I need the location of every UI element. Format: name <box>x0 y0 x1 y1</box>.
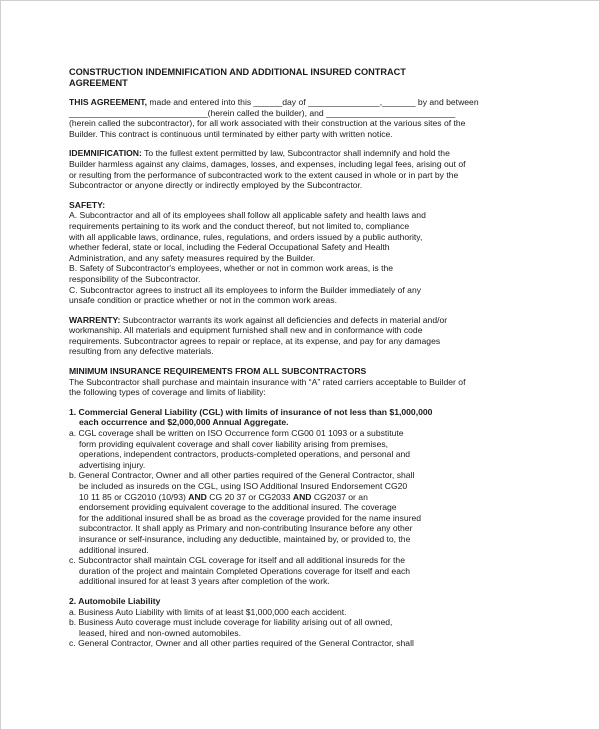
indemnification-lead: IDEMNIFICATION: <box>69 148 142 159</box>
min-insurance-line: The Subcontractor shall purchase and maintain insurance with “A” rated carriers acceptable to Builder of <box>69 376 466 387</box>
safety-line: Administration, and any safety measures required by the Builder. <box>69 252 316 263</box>
indemnification-line: Subcontractor or anyone directly or indirectly employed by the Subcontractor. <box>69 180 363 191</box>
warranty-line <box>69 315 539 326</box>
cgl-line: be included as insureds on the CGL, using ISO Additional Insured Endorsement CG20 <box>79 481 408 491</box>
indemnification-line <box>69 148 539 159</box>
auto-line: a. Business Auto Liability with limits of at least $1,000,000 each accident. <box>69 606 347 617</box>
warranty-line: workmanship. All materials and equipment furnished shall new and in conformance with code <box>69 325 423 336</box>
warranty-lead: WARRENTY: <box>69 314 121 325</box>
auto-line: b. Business Auto coverage must include coverage for liability arising out of all owned, <box>69 617 393 628</box>
min-insurance-line: the following types of coverage and limits of liability: <box>69 387 266 398</box>
auto-line: c. General Contractor, Owner and all other parties required of the General Contractor, shall <box>69 638 414 649</box>
document-body <box>69 67 539 658</box>
cgl-endorsement-line <box>69 492 539 503</box>
safety-line: unsafe condition or practice whether or not in the common work areas. <box>69 295 337 306</box>
cgl-line: c. Subcontractor shall maintain CGL coverage for itself and all additional insureds for the <box>69 555 405 566</box>
warranty-line: requirements. Subcontractor agrees to repair or replace, at its expense, and pay for any damages <box>69 335 441 346</box>
agreement-section <box>69 97 539 139</box>
safety-line: requirements pertaining to its work and the conduct thereof, but not limited to, compliance <box>69 220 410 231</box>
cgl-line: for the additional insured shall be as broad as the coverage provided for the name insured <box>79 512 422 523</box>
cgl-line: insurance or self-insurance, including any deductible, maintained by, or provided to, the <box>79 533 411 544</box>
document-title <box>69 67 449 89</box>
cgl-line: additional insured. <box>79 544 149 555</box>
auto-line: leased, hired and non-owned automobiles. <box>79 627 241 638</box>
cgl-line: operations, independent contractors, products-completed operations, and personal and <box>79 449 411 460</box>
warranty-line1-text: Subcontractor warrants its work against all deficiencies and defects in material and/or <box>120 314 448 325</box>
cgl-line: advertising injury. <box>79 459 146 470</box>
safety-section <box>69 200 539 306</box>
cgl-line: duration of the project and maintain Completed Operations coverage for itself and each <box>79 565 411 576</box>
safety-line: A. Subcontractor and all of its employees shall follow all applicable safety and health laws and <box>69 210 426 221</box>
auto-heading: 2. Automobile Liability <box>69 595 161 606</box>
safety-line: B. Safety of Subcontractor's employees, whether or not in common work areas, is the <box>69 263 394 274</box>
agreement-line: (herein called the subcontractor), for all work associated with their construction at the various sites of the <box>69 118 466 129</box>
safety-line: with all applicable laws, ordinance, rules, regulations, and orders issued by a public authority, <box>69 231 423 242</box>
indemnification-line: or resulting from the performance of subcontracted work to the extent caused in whole or in part by the <box>69 169 459 180</box>
min-insurance-heading: MINIMUM INSURANCE REQUIREMENTS FROM ALL SUBCONTRACTORS <box>69 366 367 377</box>
min-insurance-section <box>69 366 539 398</box>
cgl-endorsement-c: CG2037 or an <box>311 491 368 502</box>
safety-line: responsibility of the Subcontractor. <box>69 273 201 284</box>
agreement-line: Builder. This contract is continuous until terminated by either party with written notice. <box>69 128 393 139</box>
safety-line: whether federal, state or local, including the Federal Occupational Safety and Health <box>69 242 390 253</box>
cgl-endorsement-a: 10 11 85 or CG2010 (10/93) <box>79 491 189 502</box>
cgl-heading: 1. Commercial General Liability (CGL) with limits of insurance of not less than $1,000,000 <box>69 406 433 417</box>
cgl-line: endorsement providing equivalent coverage to the additional insured. The coverage <box>79 502 397 513</box>
warranty-line: resulting from any defective materials. <box>69 346 214 357</box>
indemnification-line1-text: To the fullest extent permitted by law, Subcontractor shall indemnify and hold the <box>141 148 450 159</box>
cgl-line: subcontractor. It shall apply as Primary and non-contributing Insurance before any other <box>79 523 413 534</box>
cgl-line: form providing equivalent coverage and shall cover liability arising from premises, <box>79 438 389 449</box>
warranty-section <box>69 315 539 357</box>
cgl-and-1: AND <box>188 491 207 502</box>
auto-section <box>69 596 539 649</box>
agreement-lead: THIS AGREEMENT, <box>69 97 147 107</box>
cgl-line: a. CGL coverage shall be written on ISO Occurrence form CG00 01 1093 or a substitute <box>69 428 404 439</box>
agreement-line1-text: made and entered into this ______day of _______________,_______ by and between <box>147 97 479 107</box>
agreement-line <box>69 97 539 108</box>
cgl-line: additional insured for at least 3 years after completion of the work. <box>79 576 330 587</box>
cgl-endorsement-b: CG 20 37 or CG2033 <box>206 491 293 502</box>
cgl-line: b. General Contractor, Owner and all other parties required of the General Contractor, shall <box>69 470 415 481</box>
agreement-line: _____________________________(herein called the builder), and ___________________________ <box>69 107 456 118</box>
indemnification-section <box>69 148 539 190</box>
safety-heading: SAFETY: <box>69 199 106 210</box>
cgl-and-2: AND <box>292 491 312 502</box>
indemnification-line: Builder harmless against any claims, damages, losses, and expenses, including legal fees, arising out of <box>69 158 466 169</box>
safety-line: C. Subcontractor agrees to instruct all its employees to inform the Builder immediately of any <box>69 284 422 295</box>
title-line: AGREEMENT <box>69 78 128 88</box>
cgl-section <box>69 407 539 587</box>
cgl-heading: each occurrence and $2,000,000 Annual Aggregate. <box>79 417 289 428</box>
title-line: CONSTRUCTION INDEMNIFICATION AND ADDITIONAL INSURED CONTRACT <box>69 67 406 77</box>
